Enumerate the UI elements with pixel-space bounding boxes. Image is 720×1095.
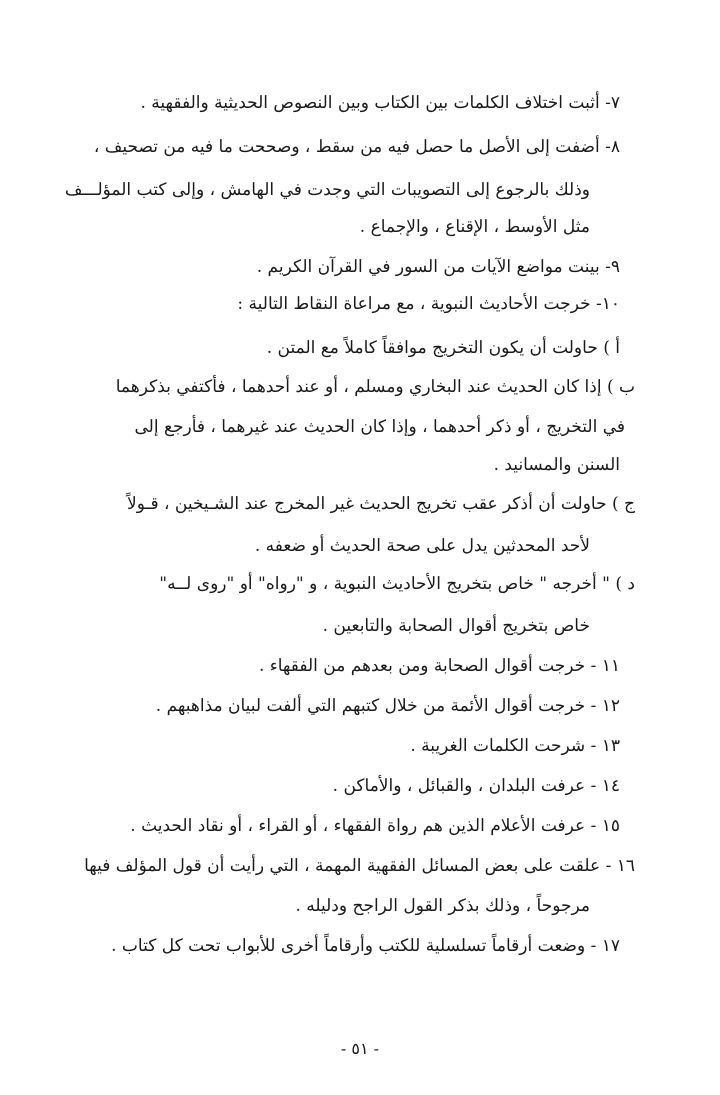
text-line: ب ) إذا كان الحديث عند البخاري ومسلم ، أو عند أحدهما ، فأكتفي بذكرهما [115,377,635,397]
page-number: - ٥١ - [340,1039,380,1058]
text-line: ١١ - خرجت أقوال الصحابة ومن بعدهم من الفقهاء . [258,656,620,676]
text-line: مرجوحاً ، وذلك بذكر القول الراجح ودليله . [295,896,590,916]
text-line: ١٥ - عرفت الأعلام الذين هم رواة الفقهاء ، أو القراء ، أو نقاد الحديث . [130,816,620,836]
text-line: مثل الأوسط ، الإقناع ، والإجماع . [359,217,590,237]
text-line: وذلك بالرجوع إلى التصويبات التي وجدت في الهامش ، وإلى كتب المؤلـــف [64,180,590,200]
text-line: ٧- أثبت اختلاف الكلمات بين الكتاب وبين النصوص الحديثية والفقهية . [140,93,620,113]
text-line: ١٠- خرجت الأحاديث النبوية ، مع مراعاة النقاط التالية : [237,294,620,314]
text-line: ١٣ - شرحت الكلمات الغريبة . [410,736,620,756]
text-line: أ ) حاولت أن يكون التخريج موافقاً كاملاً مع المتن . [266,338,620,358]
text-line: ١٦ - علقت على بعض المسائل الفقهية المهمة ، التي رأيت أن قول المؤلف فيها [84,856,635,876]
text-line: د ) " أخرجه " خاص بتخريج الأحاديث النبوية ، و "رواه" أو "روى لــه" [159,574,635,594]
text-line: خاص بتخريج أقوال الصحابة والتابعين . [322,616,590,636]
text-line: ٩- بينت مواضع الآيات من السور في القرآن الكريم . [256,257,620,277]
text-line: في التخريج ، أو ذكر أحدهما ، وإذا كان الحديث عند غيرهما ، فأرجع إلى [134,417,625,437]
text-line: السنن والمسانيد . [493,455,620,475]
text-line: ١٢ - خرجت أقوال الأئمة من خلال كتبهم التي ألفت لبيان مذاهبهم . [155,696,620,716]
text-line: ١٤ - عرفت البلدان ، والقبائل ، والأماكن . [332,776,620,796]
text-line: ١٧ - وضعت أرقاماً تسلسلية للكتب وأرقاماً أخرى للأبواب تحت كل كتاب . [111,936,620,956]
text-line: ج ) حاولت أن أذكر عقب تخريج الحديث غير المخرج عند الشـيخين ، قـولاً [127,494,635,514]
text-line: ٨- أضفت إلى الأصل ما حصل فيه من سقط ، وصححت ما فيه من تصحيف ، [93,137,620,157]
text-line: لأحد المحدثين يدل على صحة الحديث أو ضعفه . [254,536,590,556]
